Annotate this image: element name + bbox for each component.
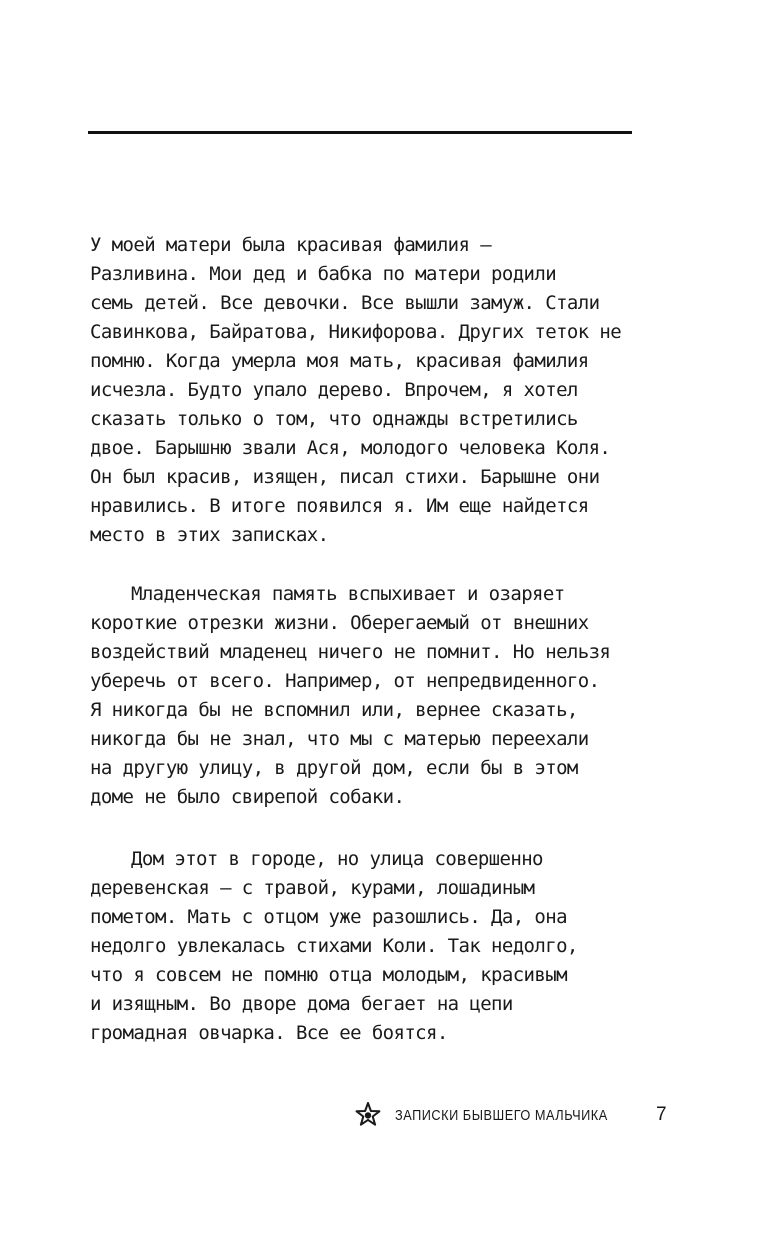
text-line: Разливина. Мои дед и бабка по матери родили — [90, 263, 557, 285]
book-title: ЗАПИСКИ БЫВШЕГО МАЛЬЧИКА — [395, 1106, 608, 1124]
text-line: У моей матери была красивая фамилия – — [90, 234, 492, 256]
page-number: 7 — [656, 1104, 667, 1125]
text-line: семь детей. Все девочки. Все вышли замуж. Стали — [90, 292, 600, 314]
star-emblem-icon — [355, 1102, 381, 1128]
text-line: Младенческая память вспыхивает и озаряет — [131, 583, 565, 605]
text-line: никогда бы не знал, что мы с матерью переехали — [90, 728, 589, 750]
text-line: громадная овчарка. Все ее боятся. — [90, 1022, 448, 1044]
text-line: воздействий младенец ничего не помнит. Но нельзя — [90, 641, 611, 663]
text-line: и изящным. Во дворе дома бегает на цепи — [90, 993, 513, 1015]
text-line: Савинкова, Байратова, Никифорова. Других теток не — [90, 321, 622, 343]
text-line: нравились. В итоге появился я. Им еще найдется — [90, 495, 589, 517]
text-line: Он был красив, изящен, писал стихи. Барышне они — [90, 466, 600, 488]
text-line: Дом этот в городе, но улица совершенно — [131, 848, 543, 870]
text-line: короткие отрезки жизни. Оберегаемый от внешних — [90, 612, 589, 634]
text-line: двое. Барышню звали Ася, молодого человека Коля. — [90, 437, 611, 459]
paragraph-2 — [90, 580, 650, 812]
paragraph-3 — [90, 845, 650, 1048]
running-footer — [355, 1100, 645, 1130]
text-line: исчезла. Будто упало дерево. Впрочем, я хотел — [90, 379, 578, 401]
text-line: на другую улицу, в другой дом, если бы в этом — [90, 757, 578, 779]
text-line: пометом. Мать с отцом уже разошлись. Да, она — [90, 906, 567, 928]
text-line: место в этих записках. — [90, 524, 329, 546]
text-line: недолго увлекалась стихами Коли. Так недолго, — [90, 935, 578, 957]
text-line: деревенская – с травой, курами, лошадиным — [90, 877, 535, 899]
text-line: сказать только о том, что однажды встретились — [90, 408, 578, 430]
text-line: доме не было свирепой собаки. — [90, 786, 405, 808]
text-line: помню. Когда умерла моя мать, красивая фамилия — [90, 350, 589, 372]
text-line: Я никогда бы не вспомнил или, вернее сказать, — [90, 699, 578, 721]
paragraph-1 — [90, 231, 650, 550]
text-line: уберечь от всего. Например, от непредвиденного. — [90, 670, 600, 692]
header-rule — [88, 131, 632, 134]
text-line: что я совсем не помню отца молодым, красивым — [90, 964, 567, 986]
